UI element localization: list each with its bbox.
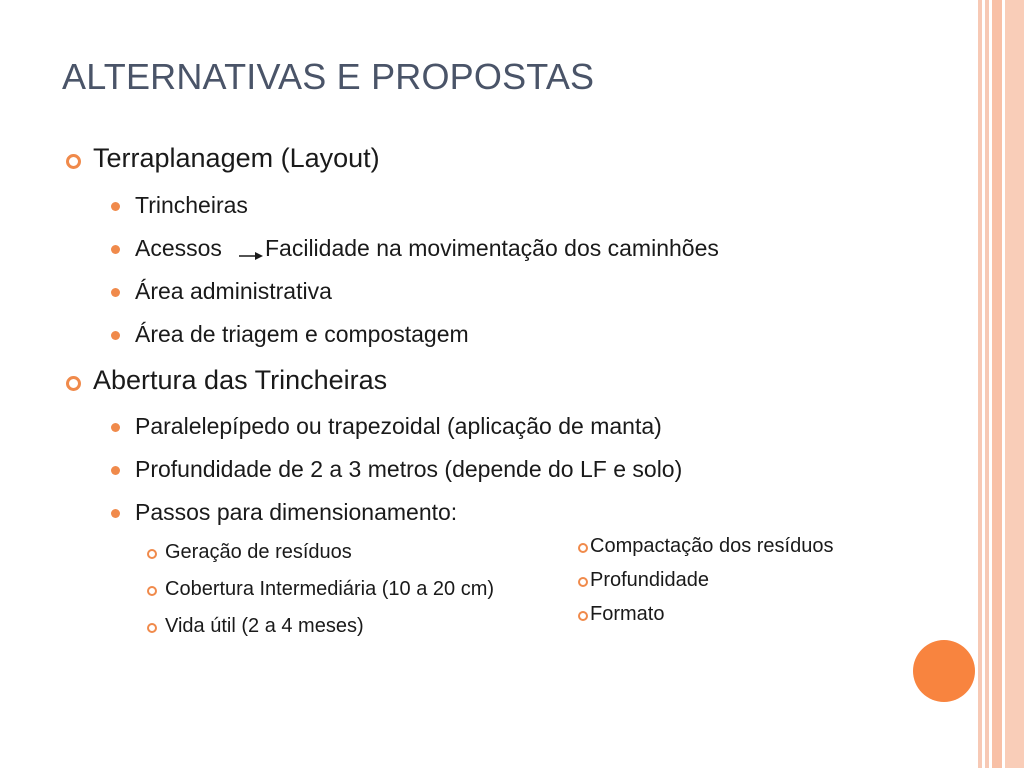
list-item: Área de triagem e compostagem xyxy=(135,321,469,347)
list-item: Área administrativa xyxy=(135,278,332,304)
ring-bullet-icon xyxy=(578,577,588,587)
decorative-circle xyxy=(913,640,975,702)
dot-bullet-icon xyxy=(111,466,120,475)
side-list-item: Compactação dos resíduos xyxy=(590,535,834,557)
ring-bullet-icon xyxy=(147,549,157,559)
list-item: Passos para dimensionamento: xyxy=(135,499,458,525)
ring-bullet-icon xyxy=(66,154,81,169)
section-heading: Terraplanagem (Layout) xyxy=(93,143,380,173)
dot-bullet-icon xyxy=(111,245,120,254)
decorative-stripe xyxy=(992,0,1002,768)
arrow-target-text: Facilidade na movimentação dos caminhões xyxy=(265,235,719,261)
ring-bullet-icon xyxy=(147,586,157,596)
list-item: Profundidade de 2 a 3 metros (depende do LF e solo) xyxy=(135,456,683,482)
decorative-stripe xyxy=(1005,0,1024,768)
arrow-right-icon xyxy=(238,248,264,260)
section-heading: Abertura das Trincheiras xyxy=(93,365,388,395)
dot-bullet-icon xyxy=(111,331,120,340)
decorative-stripe xyxy=(978,0,982,768)
dot-bullet-icon xyxy=(111,509,120,518)
list-item: Paralelepípedo ou trapezoidal (aplicação de manta) xyxy=(135,413,662,439)
dot-bullet-icon xyxy=(111,288,120,297)
ring-bullet-icon xyxy=(578,543,588,553)
ring-bullet-icon xyxy=(578,611,588,621)
sub-list-item: Cobertura Intermediária (10 a 20 cm) xyxy=(165,578,495,600)
sub-list-item: Vida útil (2 a 4 meses) xyxy=(165,615,364,637)
sub-list-item: Geração de resíduos xyxy=(165,541,352,563)
dot-bullet-icon xyxy=(111,202,120,211)
ring-bullet-icon xyxy=(147,623,157,633)
side-list-item: Formato xyxy=(590,603,665,625)
side-list-item: Profundidade xyxy=(590,569,709,591)
list-item: Trincheiras xyxy=(135,192,248,218)
decorative-stripe xyxy=(985,0,989,768)
list-item: Acessos xyxy=(135,235,222,261)
slide-title: ALTERNATIVAS E PROPOSTAS xyxy=(62,56,595,97)
ring-bullet-icon xyxy=(66,376,81,391)
dot-bullet-icon xyxy=(111,423,120,432)
